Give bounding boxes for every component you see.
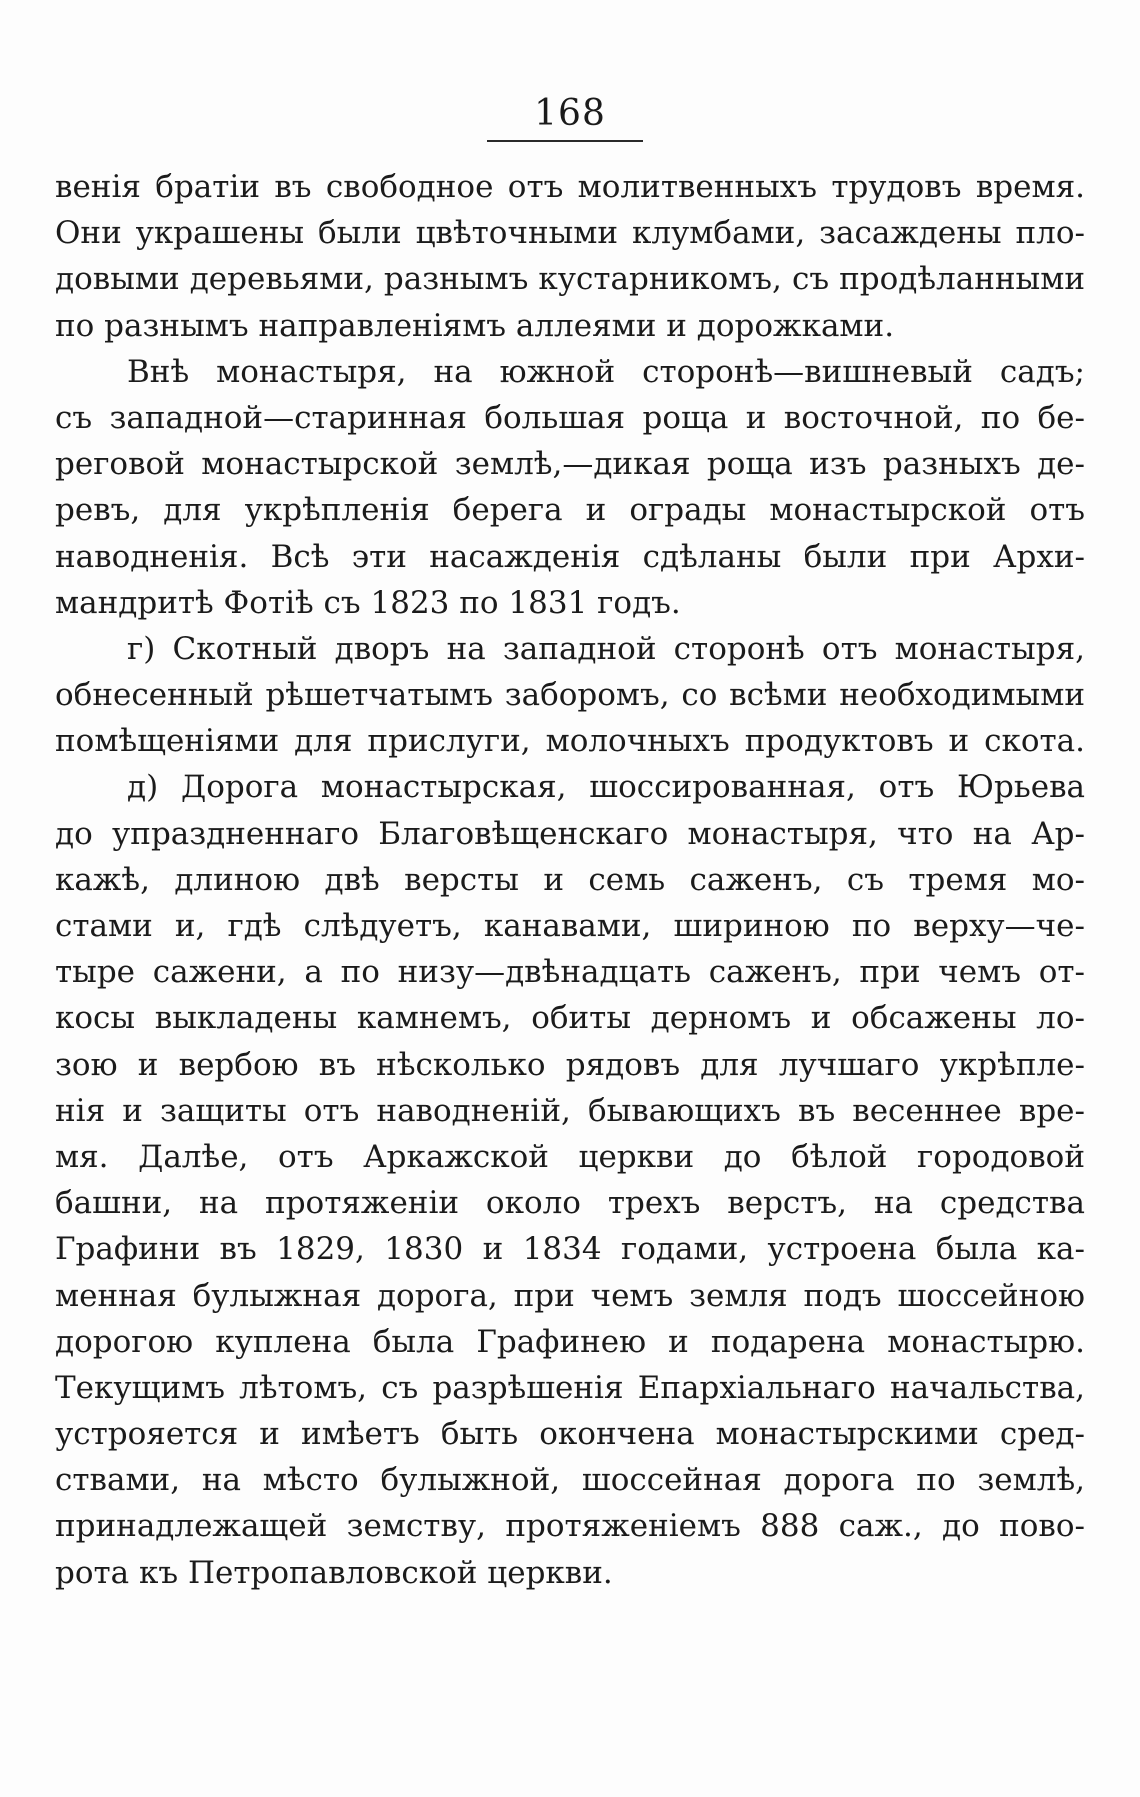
text-line: наводненія. Всѣ эти насажденія сдѣланы были при Архи- xyxy=(55,538,1085,575)
text-line: устрояется и имѣетъ быть окончена монастырскими сред- xyxy=(55,1416,1085,1453)
text-line: дорогою куплена была Графинею и подарена монастырю. xyxy=(55,1323,1085,1360)
text-line: Графини въ 1829, 1830 и 1834 годами, устроена была ка- xyxy=(55,1231,1085,1268)
text-line: косы выкладены камнемъ, обиты дерномъ и обсажены ло- xyxy=(55,1000,1085,1037)
text-line: до упраздненнаго Благовѣщенскаго монастыря, что на Ар- xyxy=(55,815,1085,852)
text-line: рота къ Петропавловской церкви. xyxy=(55,1554,613,1591)
text-line: мя. Далѣе, отъ Аркажской церкви до бѣлой городовой xyxy=(55,1138,1085,1175)
text-line: обнесенный рѣшетчатымъ заборомъ, со всѣми необходимыми xyxy=(55,677,1085,714)
text-line: принадлежащей земству, протяженіемъ 888 саж., до пово- xyxy=(55,1508,1085,1545)
page-number-rule xyxy=(487,140,643,142)
text-line: мандритѣ Фотіѣ съ 1823 по 1831 годъ. xyxy=(55,584,681,621)
text-line: зою и вербою въ нѣсколько рядовъ для лучшаго укрѣпле- xyxy=(55,1046,1085,1083)
text-line: по разнымъ направленіямъ аллеями и дорожками. xyxy=(55,307,895,344)
text-line: нія и защиты отъ наводненій, бывающихъ въ весеннее вре- xyxy=(55,1092,1085,1129)
text-line: стами и, гдѣ слѣдуетъ, канавами, шириною по верху—че- xyxy=(55,908,1085,944)
text-line: менная булыжная дорога, при чемъ земля подъ шоссейною xyxy=(55,1277,1085,1314)
text-line: ревъ, для укрѣпленія берега и ограды монастырской отъ xyxy=(55,492,1085,529)
text-line: кажѣ, длиною двѣ версты и семь саженъ, съ тремя мо- xyxy=(55,861,1085,898)
text-line: помѣщеніями для прислуги, молочныхъ продуктовъ и скота. xyxy=(55,723,1085,760)
text-line: съ западной—старинная большая роща и восточной, по бе- xyxy=(55,399,1085,436)
text-line: г) Скотный дворъ на западной сторонѣ отъ монастыря, xyxy=(127,630,1085,667)
text-line: тыре сажени, а по низу—двѣнадцать саженъ, при чемъ от- xyxy=(55,954,1085,991)
text-line: Текущимъ лѣтомъ, съ разрѣшенія Епархіальнаго начальства, xyxy=(55,1369,1085,1406)
text-line: ствами, на мѣсто булыжной, шоссейная дорога по землѣ, xyxy=(55,1462,1085,1499)
text-line: башни, на протяженіи около трехъ верстъ, на средства xyxy=(55,1185,1085,1222)
text-line: довыми деревьями, разнымъ кустарникомъ, съ продѣланными xyxy=(55,261,1085,298)
text-line: Они украшены были цвѣточными клумбами, засаждены пло- xyxy=(55,215,1085,252)
text-line: реговой монастырской землѣ,—дикая роща изъ разныхъ де- xyxy=(55,446,1085,483)
text-line: Внѣ монастыря, на южной сторонѣ—вишневый садъ; xyxy=(127,353,1085,390)
text-line: д) Дорога монастырская, шоссированная, отъ Юрьева xyxy=(127,769,1085,806)
body-text xyxy=(55,164,1085,1596)
text-line: венія братіи въ свободное отъ молитвенныхъ трудовъ время. xyxy=(55,169,1085,205)
page-number: 168 xyxy=(534,93,606,134)
